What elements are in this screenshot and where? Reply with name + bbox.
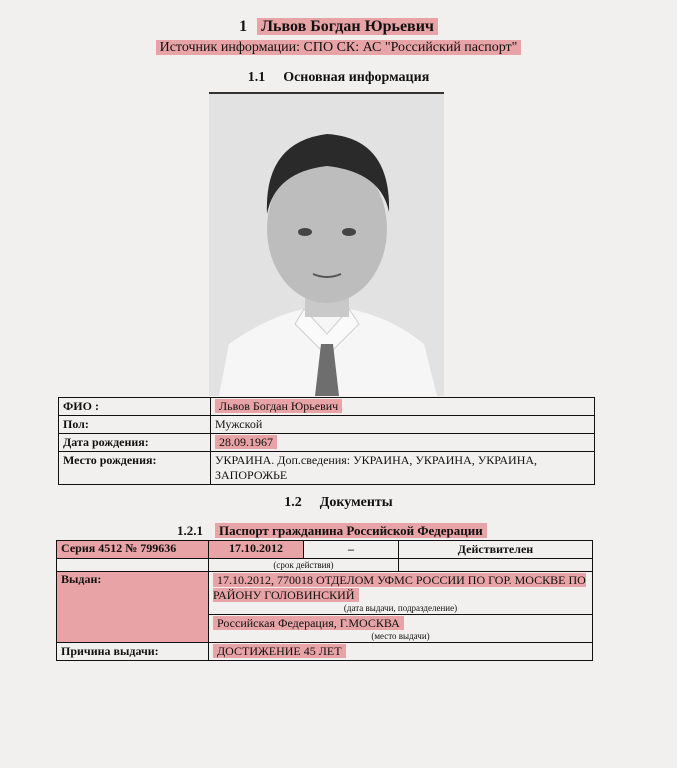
table-row (57, 559, 593, 572)
table-row (59, 452, 595, 485)
reason-label: Причина выдачи: (57, 643, 209, 661)
passport-status: Действителен (399, 541, 593, 559)
empty-cell (399, 559, 593, 572)
field-label: Дата рождения: (59, 434, 211, 452)
table-row (59, 434, 595, 452)
field-label: Место рождения: (59, 452, 211, 485)
person-title (0, 18, 677, 36)
field-label: Пол: (59, 416, 211, 434)
field-value (211, 434, 595, 452)
reason-cell (209, 643, 593, 661)
field-label: ФИО : (59, 398, 211, 416)
person-name: Львов Богдан Юрьевич (257, 18, 438, 35)
field-value: УКРАИНА. Доп.сведения: УКРАИНА, УКРАИНА, УКРАИНА, ЗАПОРОЖЬЕ (211, 452, 595, 485)
passport-number: 1.2.1 (177, 523, 203, 538)
passport-heading (177, 523, 487, 539)
issued-cell (209, 572, 593, 615)
reason-value: ДОСТИЖЕНИЕ 45 ЛЕТ (213, 644, 346, 658)
passport-title: Паспорт гражданина Российской Федерации (215, 523, 487, 538)
info-source (0, 40, 677, 56)
portrait-image (209, 94, 444, 396)
passport-date: 17.10.2012 (209, 541, 304, 559)
section-docs-title: Документы (319, 495, 393, 510)
issued-value: 17.10.2012, 770018 ОТДЕЛОМ УФМС РОССИИ ПО ГОР. МОСКВЕ ПО РАЙОНУ ГОЛОВИНСКИЙ (213, 573, 586, 602)
passport-series: Серия 4512 № 799636 (57, 541, 209, 559)
table-row (57, 541, 593, 559)
section-docs-number: 1.2 (284, 495, 302, 510)
passport-table (56, 540, 593, 661)
field-value-text: Львов Богдан Юрьевич (215, 399, 342, 413)
field-value (211, 398, 595, 416)
empty-cell (57, 559, 209, 572)
table-row (57, 643, 593, 661)
person-number: 1 (239, 18, 248, 35)
field-value: Мужской (211, 416, 595, 434)
validity-note: (срок действия) (209, 559, 399, 572)
section-main-number: 1.1 (247, 70, 266, 85)
passport-dash: – (304, 541, 399, 559)
section-main-heading (0, 70, 677, 86)
table-row (59, 416, 595, 434)
place-note: (место выдачи) (371, 631, 430, 641)
table-row (57, 572, 593, 615)
place-cell (209, 615, 593, 643)
main-info-table (58, 397, 595, 485)
issued-label: Выдан: (57, 572, 209, 643)
field-value-text: 28.09.1967 (215, 435, 277, 449)
person-photo (209, 92, 444, 396)
section-docs-heading (0, 495, 677, 511)
table-row (59, 398, 595, 416)
issued-note: (дата выдачи, подразделение) (343, 603, 458, 613)
place-value: Российская Федерация, Г.МОСКВА (213, 616, 404, 630)
info-source-text: Источник информации: СПО СК: АС "Российский паспорт" (156, 40, 522, 55)
section-main-title: Основная информация (283, 70, 430, 85)
